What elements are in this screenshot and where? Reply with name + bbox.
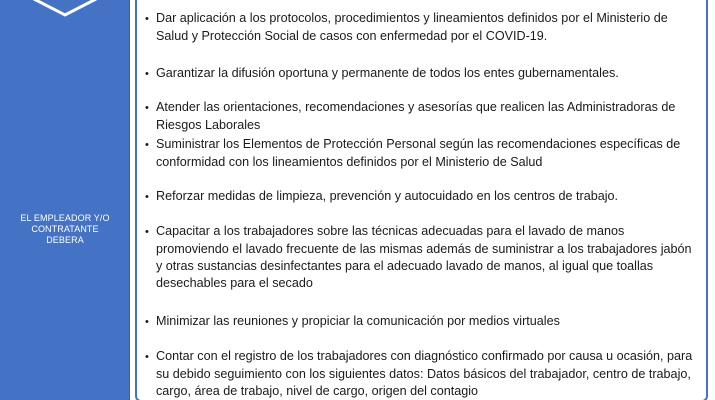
list-item-text: Garantizar la difusión oportuna y permanente de todos los entes gubernamentales. — [156, 66, 619, 80]
list-item — [145, 348, 700, 400]
list-item — [145, 65, 700, 83]
side-label-line1: EL EMPLEADOR Y/O — [20, 213, 110, 223]
bullet-icon: • — [145, 139, 149, 151]
list-item-text: Capacitar a los trabajadores sobre las técnicas adecuadas para el lavado de manos promoviendo el lavado frecuente de las mismas además de suministrar a los trabajadores jabón y otras sustancias desinfectantes para el adecuado lavado de manos, al igual que toallas desechables para el secado — [156, 224, 692, 290]
list-item — [145, 188, 700, 206]
side-label — [6, 213, 124, 246]
bullet-icon: • — [145, 13, 149, 25]
list-item — [145, 313, 700, 331]
chevron-down-icon — [28, 0, 102, 18]
bullet-icon: • — [145, 68, 149, 80]
side-label-line3: DEBERA — [46, 235, 84, 245]
list-item-text: Minimizar las reuniones y propiciar la comunicación por medios virtuales — [156, 314, 560, 328]
bullet-icon: • — [145, 351, 149, 363]
side-panel — [0, 0, 130, 400]
bullet-icon: • — [145, 226, 149, 238]
list-item-text: Dar aplicación a los protocolos, procedimientos y lineamientos definidos por el Ministerio de Salud y Protección Social de casos con enfermedad por el COVID-19. — [156, 11, 668, 43]
list-item — [145, 136, 700, 171]
list-item — [145, 10, 700, 45]
list-item-text: Contar con el registro de los trabajadores con diagnóstico confirmado por causa u ocasión, para su debido seguimiento con los siguientes datos: Datos básicos del trabajador, centro de trabajo, cargo, área de trabajo, nivel de cargo, origen del contagio — [156, 349, 693, 398]
list-item-text: Atender las orientaciones, recomendaciones y asesorías que realicen las Administradoras de Riesgos Laborales — [156, 100, 676, 132]
bullet-icon: • — [145, 102, 149, 114]
content-box — [135, 0, 708, 400]
list-item-text: Reforzar medidas de limpieza, prevención y autocuidado en los centros de trabajo. — [156, 189, 619, 203]
bullet-icon: • — [145, 191, 149, 203]
list-item — [145, 223, 700, 292]
side-label-line2: CONTRATANTE — [31, 224, 99, 234]
bullet-icon: • — [145, 316, 149, 328]
list-item — [145, 99, 700, 134]
list-item-text: Suministrar los Elementos de Protección Personal según las recomendaciones específicas de conformidad con los lineamientos definidos por el Ministerio de Salud — [156, 137, 681, 169]
